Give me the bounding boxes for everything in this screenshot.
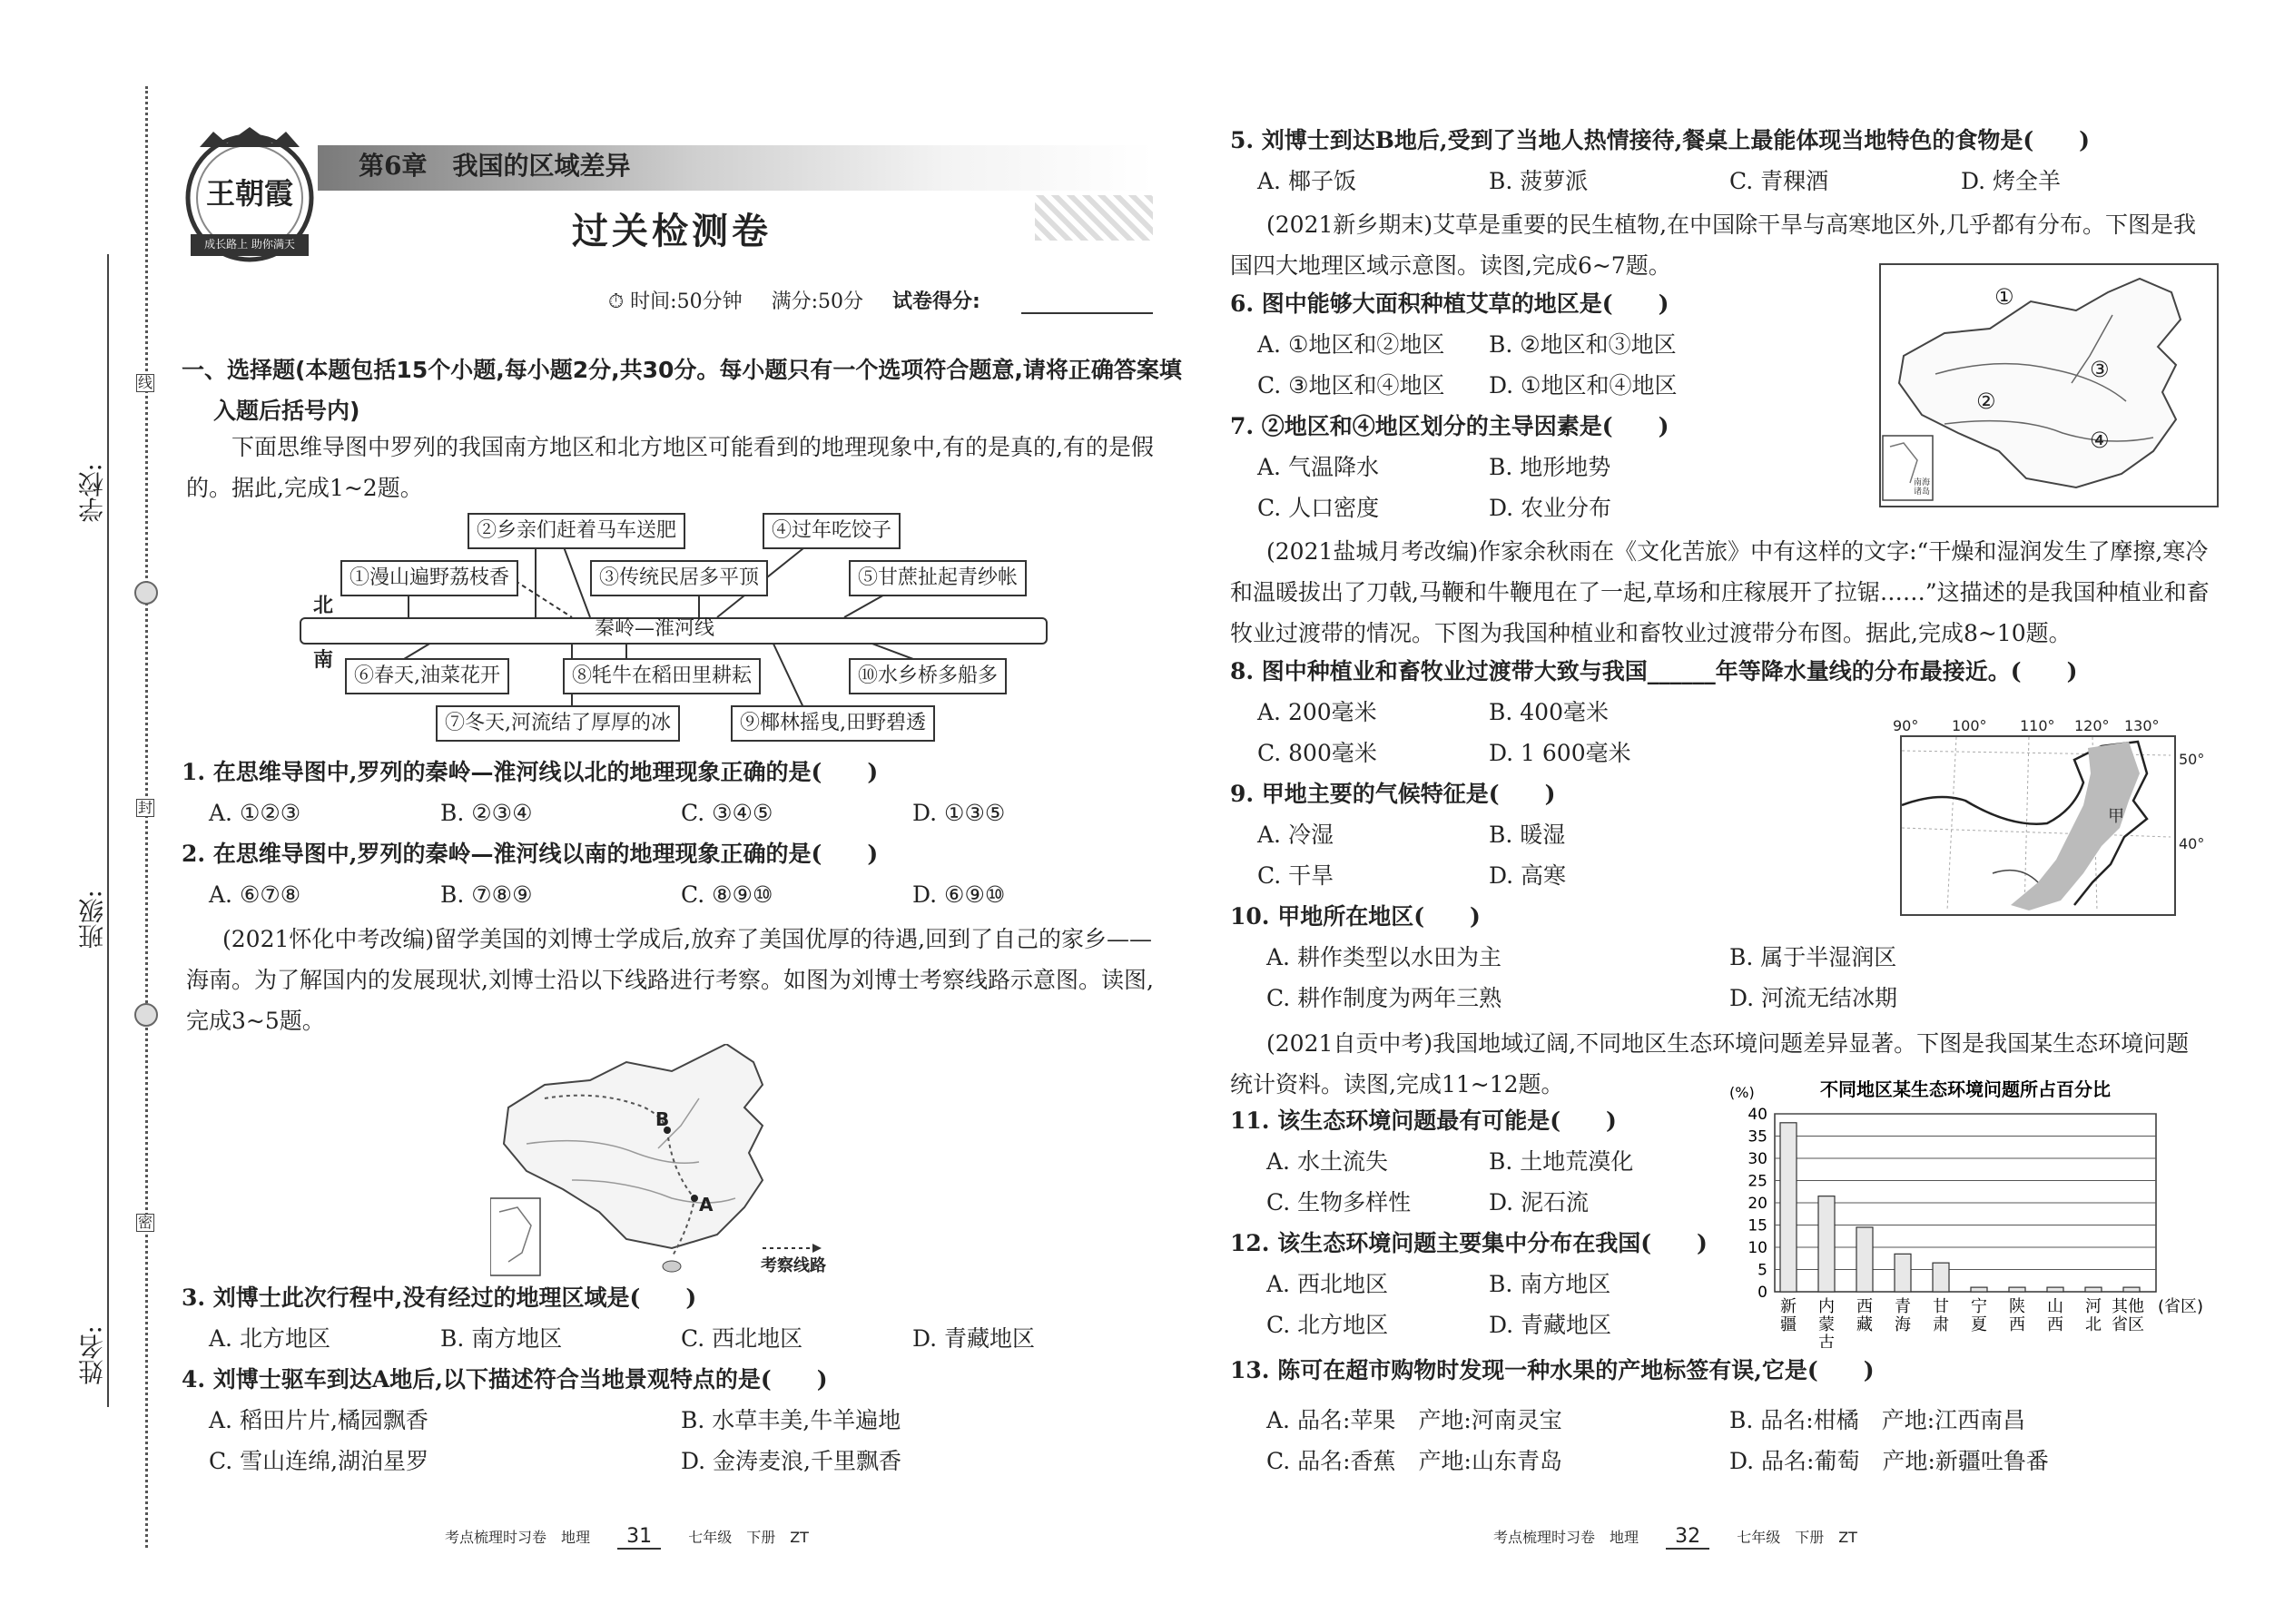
region-4-label: ④	[2090, 428, 2110, 453]
x-tick-label: 其他省区	[2112, 1297, 2144, 1334]
china-route-map	[490, 1044, 871, 1280]
mindmap-south: 南	[313, 649, 334, 672]
q5-stem: 5. 刘博士到达B地后,受到了当地人热情接待,餐桌上最能体现当地特色的食物是( )	[1230, 127, 2091, 153]
china-regions-map	[1879, 263, 2219, 507]
node-1: ①漫山遍野荔枝香	[340, 560, 518, 596]
q7-stem: 7. ②地区和④地区划分的主导因素是( )	[1230, 413, 1669, 439]
logo-text: 王朝霞	[205, 176, 293, 211]
q9-option-c[interactable]: C. 干旱	[1257, 862, 1334, 889]
node-6: ⑥春天,油菜花开	[345, 658, 509, 694]
q1-option-a[interactable]: A. ①②③	[209, 800, 301, 826]
q13-option-a[interactable]: A. 品名:苹果 产地:河南灵宝	[1266, 1407, 1562, 1433]
q8-option-d[interactable]: D. 1 600毫米	[1489, 740, 1631, 766]
bar	[1933, 1263, 1949, 1292]
chart-title: 不同地区某生态环境问题所占百分比	[1820, 1078, 2111, 1100]
q4-option-c[interactable]: C. 雪山连绵,湖泊星罗	[209, 1448, 429, 1474]
q5-option-b[interactable]: B. 菠萝派	[1489, 168, 1589, 194]
bar	[1856, 1227, 1873, 1292]
q4-option-a[interactable]: A. 稻田片片,橘园飘香	[209, 1407, 428, 1433]
q10-option-a[interactable]: A. 耕作类型以水田为主	[1266, 944, 1501, 970]
y-tick-label: 30	[1748, 1150, 1767, 1168]
lon-100: 100°	[1952, 717, 1987, 734]
page-title: 过关检测卷	[572, 210, 772, 252]
q9-stem: 9. 甲地主要的气候特征是( )	[1230, 781, 1556, 807]
q8-option-a[interactable]: A. 200毫米	[1257, 699, 1377, 725]
solid-line	[107, 254, 109, 1407]
y-tick-label: 5	[1757, 1261, 1767, 1280]
footer-left	[445, 1525, 809, 1550]
full-score: 满分:50分	[771, 290, 864, 313]
transition-belt-map	[1893, 713, 2220, 917]
q6-option-c[interactable]: C. ③地区和④地区	[1257, 372, 1445, 399]
x-tick-label: 河北	[2085, 1297, 2102, 1334]
map1-b-label: B	[655, 1108, 670, 1130]
q1-option-d[interactable]: D. ①③⑤	[912, 800, 1006, 826]
footer-left-grade: 七年级 下册 ZT	[688, 1529, 809, 1546]
y-tick-label: 35	[1748, 1127, 1767, 1147]
q3-stem: 3. 刘博士此次行程中,没有经过的地理区域是( )	[182, 1284, 697, 1311]
intro-6-7: (2021新乡期末)艾草是重要的民生植物,在中国除干旱与高寒地区外,几乎都有分布。下图是我国四大地理区域示意图。读图,完成6~7题。	[1230, 212, 2197, 279]
lon-110: 110°	[2020, 717, 2055, 734]
bar	[1971, 1287, 1987, 1292]
binding-hole-icon	[134, 581, 158, 605]
q12-option-c[interactable]: C. 北方地区	[1266, 1312, 1389, 1338]
binding-hole-icon	[134, 1003, 158, 1027]
q13-stem: 13. 陈可在超市购物时发现一种水果的产地标签有误,它是( )	[1230, 1357, 1875, 1383]
x-tick-label: 青海	[1895, 1297, 1911, 1334]
y-tick-label: 15	[1748, 1216, 1767, 1235]
lon-130: 130°	[2124, 717, 2160, 734]
x-tick-label: 新疆	[1780, 1297, 1797, 1334]
footer-right-page: 32	[1666, 1525, 1709, 1550]
q5-option-a[interactable]: A. 椰子饭	[1257, 168, 1356, 194]
bar	[2047, 1287, 2063, 1292]
intro-8-10: (2021盐城月考改编)作家余秋雨在《文化苦旅》中有这样的文字:“干燥和湿润发生了摩擦,寒冷和温暖拔出了刀戟,马鞭和牛鞭甩在了一起,草场和庄稼展开了拉锯……”这描述的是我国种植业和畜牧业过渡带的情况。下图为我国种植业和畜牧业过渡带分布图。据此,完成8~10题。	[1230, 538, 2210, 646]
q2-option-d[interactable]: D. ⑥⑨⑩	[912, 881, 1006, 908]
time-text: 时间:50分钟	[630, 290, 743, 313]
region-2-label: ②	[1976, 389, 1996, 414]
q7-option-c[interactable]: C. 人口密度	[1257, 495, 1380, 521]
x-tick-label: 内蒙古	[1818, 1297, 1835, 1348]
map3-frame	[1900, 735, 2176, 916]
q5-option-c[interactable]: C. 青稞酒	[1729, 168, 1829, 194]
q1-option-c[interactable]: C. ③④⑤	[681, 800, 773, 826]
q8-option-b[interactable]: B. 400毫米	[1489, 699, 1609, 725]
q1-option-b[interactable]: B. ②③④	[440, 800, 533, 826]
score-blank[interactable]	[1021, 312, 1153, 314]
logo-band: 成长路上 助你满天	[204, 238, 295, 251]
footer-left-series: 考点梳理时习卷 地理	[445, 1529, 591, 1546]
node-5: ⑤甘蔗扯起青纱帐	[849, 560, 1027, 596]
lon-90: 90°	[1893, 717, 1919, 734]
node-4: ④过年吃饺子	[763, 513, 901, 549]
bar	[1780, 1123, 1797, 1292]
q7-option-a[interactable]: A. 气温降水	[1257, 454, 1379, 480]
node-8: ⑧牦牛在稻田里耕耘	[563, 658, 761, 694]
q2-option-b[interactable]: B. ⑦⑧⑨	[440, 881, 533, 908]
footer-right-series: 考点梳理时习卷 地理	[1493, 1529, 1639, 1546]
q11-option-c[interactable]: C. 生物多样性	[1266, 1189, 1412, 1216]
name-label: 姓名:	[77, 1325, 107, 1385]
q3-option-c[interactable]: C. 西北地区	[681, 1325, 803, 1352]
q4-option-b[interactable]: B. 水草丰美,牛羊遍地	[681, 1407, 901, 1433]
q7-option-b[interactable]: B. 地形地势	[1489, 454, 1611, 480]
mindmap-line-label: 秦岭—淮河线	[595, 617, 715, 640]
q3-option-d[interactable]: D. 青藏地区	[912, 1325, 1036, 1352]
chart-ylabel: (%)	[1729, 1084, 1755, 1101]
section1-heading: 一、选择题(本题包括15个小题,每小题2分,共30分。每小题只有一个选项符合题意,请将正确答案填入题后括号内)	[182, 357, 1182, 424]
mark-mi: 密	[137, 1214, 153, 1231]
bar	[1895, 1254, 1911, 1292]
map1-legend: 考察线路	[761, 1256, 826, 1275]
node-9: ⑨椰林摇曳,田野碧透	[731, 705, 935, 742]
inset-label: 南海诸岛	[1914, 478, 1931, 497]
q11-stem: 11. 该生态环境问题最有可能是( )	[1230, 1107, 1617, 1134]
q6-option-a[interactable]: A. ①地区和②地区	[1257, 331, 1445, 358]
q4-option-d[interactable]: D. 金涛麦浪,千里飘香	[681, 1448, 901, 1474]
q11-option-a[interactable]: A. 水土流失	[1266, 1148, 1388, 1175]
bar	[2123, 1287, 2140, 1292]
y-tick-label: 10	[1748, 1239, 1767, 1257]
y-tick-label: 0	[1757, 1284, 1767, 1302]
intro-3-5: (2021怀化中考改编)留学美国的刘博士学成后,放弃了美国优厚的待遇,回到了自己的家乡——海南。为了解国内的发展现状,刘博士沿以下线路进行考察。如图为刘博士考察线路示意图。读图,完成3~5题。	[186, 926, 1154, 1034]
chart-xlabel: (省区)	[2158, 1297, 2204, 1316]
mindmap	[300, 513, 1053, 749]
region-3-label: ③	[2090, 357, 2110, 382]
node-3: ③传统民居多平顶	[590, 560, 768, 596]
q9-option-a[interactable]: A. 冷湿	[1257, 822, 1334, 848]
q2-option-c[interactable]: C. ⑧⑨⑩	[681, 881, 773, 908]
intro-11-12: (2021自贡中考)我国地域辽阔,不同地区生态环境问题差异显著。下图是我国某生态环境问题统计资料。读图,完成11~12题。	[1230, 1030, 2190, 1097]
q13-option-d[interactable]: D. 品名:葡萄 产地:新疆吐鲁番	[1729, 1448, 2049, 1474]
q12-stem: 12. 该生态环境问题主要集中分布在我国( )	[1230, 1230, 1708, 1256]
bar	[2009, 1287, 2025, 1292]
dotted-cut-line	[145, 86, 148, 1548]
q8-option-c[interactable]: C. 800毫米	[1257, 740, 1377, 766]
mark-feng: 封	[137, 799, 153, 816]
chapter-title: 第6章 我国的区域差异	[359, 151, 631, 181]
footer-right-grade: 七年级 下册 ZT	[1737, 1529, 1857, 1546]
mark-xian: 线	[137, 374, 153, 391]
x-tick-label: 陕西	[2009, 1297, 2025, 1334]
q3-option-a[interactable]: A. 北方地区	[209, 1325, 330, 1352]
header-band-checker	[1035, 195, 1153, 241]
mindmap-north: 北	[313, 595, 334, 617]
q6-stem: 6. 图中能够大面积种植艾草的地区是( )	[1230, 290, 1669, 317]
q3-option-b[interactable]: B. 南方地区	[440, 1325, 563, 1352]
q12-option-d[interactable]: D. 青藏地区	[1489, 1312, 1612, 1338]
x-tick-label: 宁夏	[1971, 1297, 1987, 1334]
region-1-label: ①	[1994, 284, 2014, 310]
q2-stem: 2. 在思维导图中,罗列的秦岭—淮河线以南的地理现象正确的是( )	[182, 841, 879, 867]
footer-left-page: 31	[617, 1525, 661, 1550]
footer-right	[1493, 1525, 1857, 1550]
bar	[1818, 1196, 1835, 1292]
class-label: 班级:	[77, 890, 107, 950]
q8-stem: 8. 图中种植业和畜牧业过渡带大致与我国______年等降水量线的分布最接近。( )	[1230, 658, 2078, 684]
header-logo	[172, 127, 327, 272]
y-tick-label: 25	[1748, 1172, 1767, 1191]
jia-label: 甲	[2108, 807, 2124, 826]
time-info	[608, 289, 980, 316]
x-tick-label: 西藏	[1856, 1297, 1873, 1334]
q4-stem: 4. 刘博士驱车到达A地后,以下描述符合当地景观特点的是( )	[182, 1366, 828, 1393]
x-tick-label: 山西	[2047, 1297, 2063, 1334]
bar	[2085, 1287, 2102, 1292]
q1-stem: 1. 在思维导图中,罗列的秦岭—淮河线以北的地理现象正确的是( )	[182, 759, 879, 785]
q5-option-d[interactable]: D. 烤全羊	[1961, 168, 2062, 194]
q2-option-a[interactable]: A. ⑥⑦⑧	[209, 881, 301, 908]
q6-option-b[interactable]: B. ②地区和③地区	[1489, 331, 1677, 358]
node-7: ⑦冬天,河流结了厚厚的冰	[436, 705, 680, 742]
q11-option-d[interactable]: D. 泥石流	[1489, 1189, 1590, 1216]
q10-option-d[interactable]: D. 河流无结冰期	[1729, 985, 1898, 1011]
lon-120: 120°	[2074, 717, 2110, 734]
q9-option-d[interactable]: D. 高寒	[1489, 862, 1567, 889]
q12-option-a[interactable]: A. 西北地区	[1266, 1271, 1388, 1297]
q10-option-b[interactable]: B. 属于半湿润区	[1729, 944, 1897, 970]
q9-option-b[interactable]: B. 暖湿	[1489, 822, 1566, 848]
lat-40: 40°	[2179, 835, 2205, 852]
school-label: 学校:	[77, 463, 107, 523]
y-tick-label: 40	[1748, 1106, 1767, 1124]
lat-50: 50°	[2179, 751, 2205, 768]
q11-option-b[interactable]: B. 土地荒漠化	[1489, 1148, 1634, 1175]
q7-option-d[interactable]: D. 农业分布	[1489, 495, 1612, 521]
x-tick-label: 甘肃	[1933, 1297, 1949, 1334]
node-2: ②乡亲们赶着马车送肥	[468, 513, 685, 549]
map1-a-label: A	[699, 1194, 714, 1216]
q13-option-b[interactable]: B. 品名:柑橘 产地:江西南昌	[1729, 1407, 2026, 1433]
q12-option-b[interactable]: B. 南方地区	[1489, 1271, 1611, 1297]
q13-option-c[interactable]: C. 品名:香蕉 产地:山东青岛	[1266, 1448, 1562, 1474]
score-label: 试卷得分:	[892, 290, 980, 313]
binding-margin	[0, 0, 154, 1624]
bar-chart	[1725, 1076, 2233, 1348]
y-tick-label: 20	[1748, 1195, 1767, 1213]
q10-option-c[interactable]: C. 耕作制度为两年三熟	[1266, 985, 1502, 1011]
node-10: ⑩水乡桥多船多	[849, 658, 1007, 694]
clock-icon: ⏱	[608, 290, 625, 313]
q6-option-d[interactable]: D. ①地区和④地区	[1489, 372, 1678, 399]
q10-stem: 10. 甲地所在地区( )	[1230, 903, 1481, 930]
section1-intro: 下面思维导图中罗列的我国南方地区和北方地区可能看到的地理现象中,有的是真的,有的是假的。据此,完成1~2题。	[186, 434, 1154, 501]
